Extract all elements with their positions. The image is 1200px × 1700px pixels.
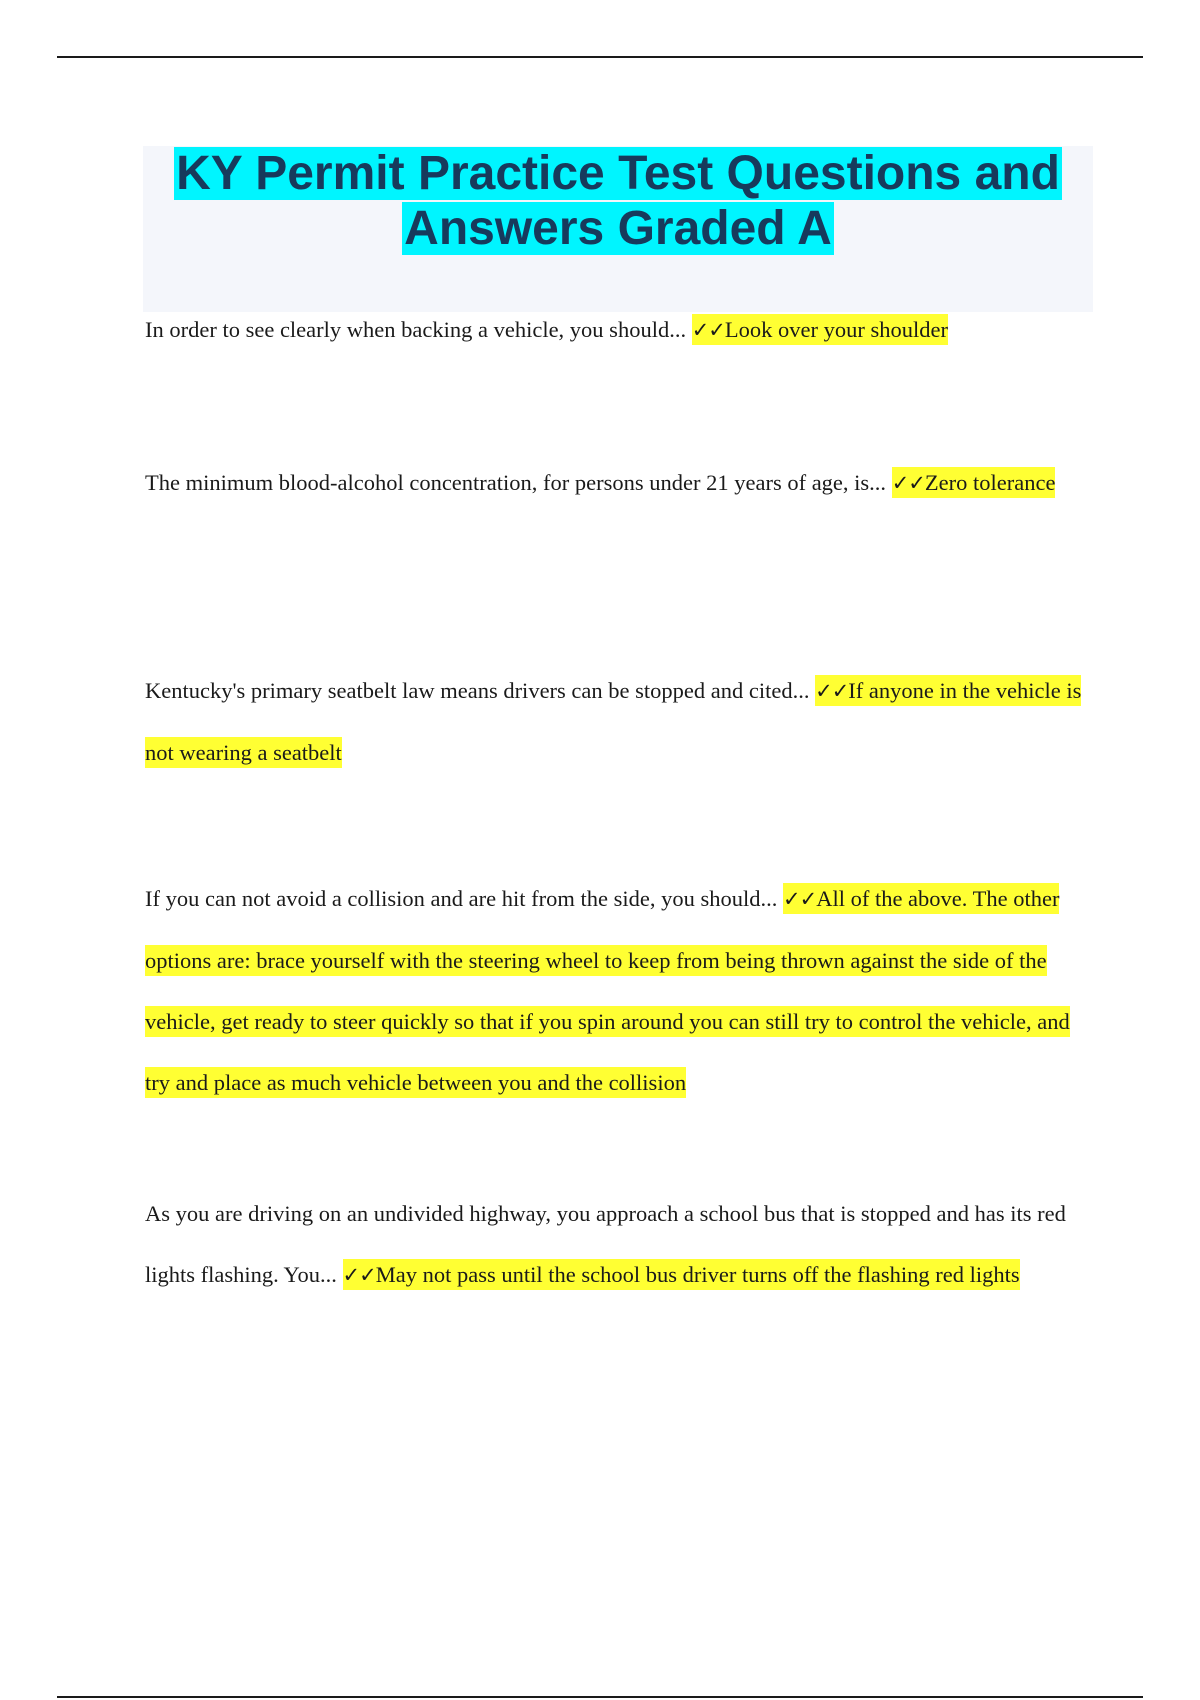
answer-highlight bbox=[343, 1259, 1020, 1290]
answer-text: If anyone in the vehicle is not wearing a seatbelt bbox=[145, 678, 1082, 765]
question-text: If you can not avoid a collision and are hit from the side, you should... bbox=[145, 886, 783, 911]
qa-item-2 bbox=[145, 452, 1095, 514]
question-text: In order to see clearly when backing a vehicle, you should... bbox=[145, 317, 692, 342]
qa-item-3 bbox=[145, 660, 1095, 783]
question-text: Kentucky's primary seatbelt law means drivers can be stopped and cited... bbox=[145, 678, 816, 703]
title-block bbox=[143, 146, 1093, 312]
answer-text: Zero tolerance bbox=[924, 470, 1056, 495]
double-check-icon: ✓✓ bbox=[691, 318, 725, 342]
answer-highlight bbox=[892, 467, 1056, 498]
qa-item-1 bbox=[145, 299, 1095, 361]
qa-item-5 bbox=[145, 1183, 1095, 1306]
answer-highlight bbox=[145, 883, 1070, 1098]
top-rule bbox=[57, 56, 1143, 58]
double-check-icon: ✓✓ bbox=[891, 471, 925, 495]
double-check-icon: ✓✓ bbox=[342, 1263, 376, 1287]
question-text: As you are driving on an undivided highway, you approach a school bus that is stopped and has its red lights flashing. You... bbox=[145, 1201, 1066, 1287]
answer-text: Look over your shoulder bbox=[724, 317, 948, 342]
document-title-text: KY Permit Practice Test Questions and Answers Graded A bbox=[176, 147, 1060, 255]
qa-item-4 bbox=[145, 868, 1095, 1113]
answer-text: All of the above. The other options are: brace yourself with the steering wheel to keep from being thrown against the side of the vehicle, get ready to steer quickly so that if you spin around you can still try to control the vehicle, and try and place as much vehicle between you and the collision bbox=[145, 886, 1070, 1095]
answer-highlight bbox=[692, 314, 948, 345]
document-title bbox=[143, 146, 1093, 256]
double-check-icon: ✓✓ bbox=[783, 887, 817, 911]
double-check-icon: ✓✓ bbox=[815, 679, 849, 703]
question-text: The minimum blood-alcohol concentration, for persons under 21 years of age, is... bbox=[145, 470, 892, 495]
bottom-rule bbox=[57, 1696, 1143, 1698]
answer-text: May not pass until the school bus driver turns off the flashing red lights bbox=[375, 1262, 1020, 1287]
